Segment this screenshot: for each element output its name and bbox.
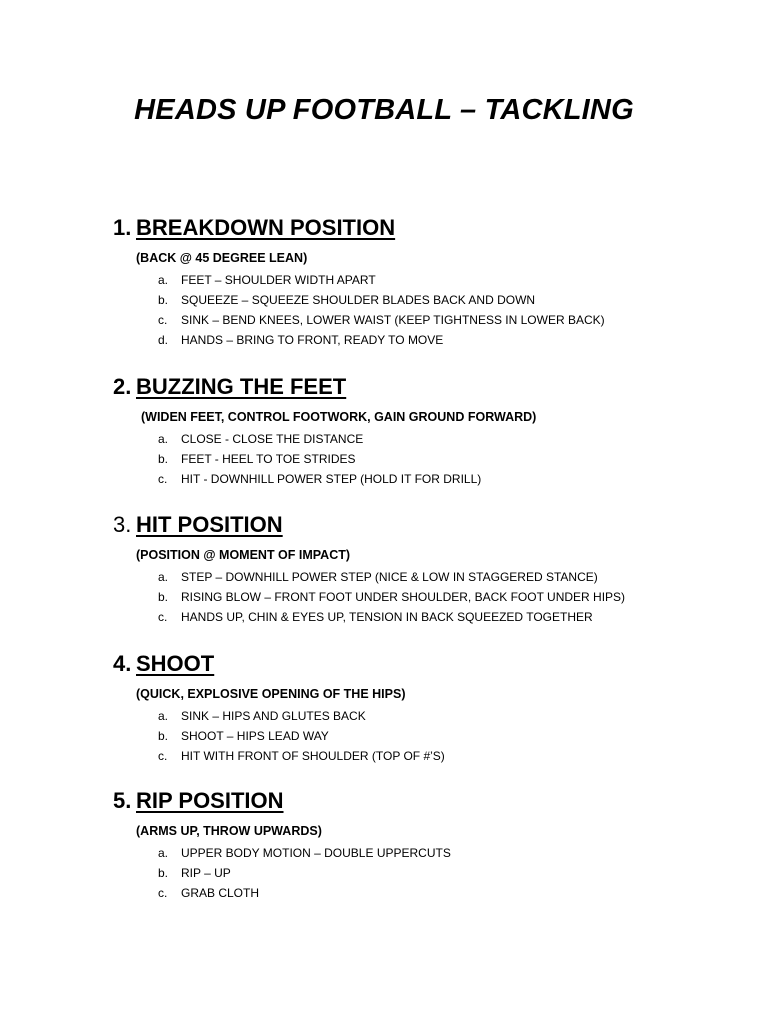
item-text: SHOOT – HIPS LEAD WAY <box>181 729 329 743</box>
item-letter: b. <box>158 293 169 307</box>
item-letter: c. <box>158 472 168 486</box>
item-text: RISING BLOW – FRONT FOOT UNDER SHOULDER, BACK FOOT UNDER HIPS) <box>181 590 626 604</box>
section-heading <box>113 213 713 243</box>
item-list <box>113 843 713 903</box>
list-item <box>113 310 713 330</box>
list-item <box>113 706 713 726</box>
section-number: 4. <box>113 651 132 676</box>
section-title: BUZZING THE FEET <box>136 374 347 399</box>
list-item <box>113 843 713 863</box>
item-letter: b. <box>158 729 169 743</box>
item-text: STEP – DOWNHILL POWER STEP (NICE & LOW IN STAGGERED STANCE) <box>181 570 598 584</box>
section-number: 5. <box>113 788 132 813</box>
list-item <box>113 449 713 469</box>
item-text: FEET – SHOULDER WIDTH APART <box>181 273 376 287</box>
section-title: RIP POSITION <box>136 788 284 813</box>
item-text: SINK – BEND KNEES, LOWER WAIST (KEEP TIGHTNESS IN LOWER BACK) <box>181 313 605 327</box>
item-letter: c. <box>158 749 168 763</box>
list-item <box>113 746 713 766</box>
section-number: 1. <box>113 215 132 240</box>
list-item <box>113 567 713 587</box>
section-note: (POSITION @ MOMENT OF IMPACT) <box>136 548 351 562</box>
section-number: 3. <box>113 512 132 537</box>
section-note: (BACK @ 45 DEGREE LEAN) <box>136 251 308 265</box>
section-shoot <box>113 649 713 766</box>
section-heading <box>113 649 713 679</box>
list-item <box>113 883 713 903</box>
section-note: (ARMS UP, THROW UPWARDS) <box>136 824 322 838</box>
item-text: RIP – UP <box>181 866 231 880</box>
item-letter: d. <box>158 333 169 347</box>
item-text: SINK – HIPS AND GLUTES BACK <box>181 709 366 723</box>
section-title: SHOOT <box>136 651 215 676</box>
section-hit-position <box>113 510 713 627</box>
item-letter: a. <box>158 846 169 860</box>
section-heading <box>113 510 713 540</box>
list-item <box>113 469 713 489</box>
item-text: UPPER BODY MOTION – DOUBLE UPPERCUTS <box>181 846 451 860</box>
item-letter: c. <box>158 313 168 327</box>
item-letter: a. <box>158 273 169 287</box>
list-item <box>113 290 713 310</box>
item-list <box>113 567 713 627</box>
section-number: 2. <box>113 374 132 399</box>
item-text: FEET - HEEL TO TOE STRIDES <box>181 452 356 466</box>
item-text: HANDS – BRING TO FRONT, READY TO MOVE <box>181 333 444 347</box>
item-text: GRAB CLOTH <box>181 886 260 900</box>
section-title: HIT POSITION <box>136 512 283 537</box>
item-letter: b. <box>158 452 169 466</box>
item-letter: a. <box>158 709 169 723</box>
item-text: SQUEEZE – SQUEEZE SHOULDER BLADES BACK AND DOWN <box>181 293 536 307</box>
item-letter: a. <box>158 432 169 446</box>
item-letter: c. <box>158 886 168 900</box>
list-item <box>113 330 713 350</box>
section-buzzing-the-feet <box>113 372 713 489</box>
list-item <box>113 429 713 449</box>
item-text: HANDS UP, CHIN & EYES UP, TENSION IN BACK SQUEEZED TOGETHER <box>181 610 593 624</box>
item-text: HIT WITH FRONT OF SHOULDER (TOP OF #’S) <box>181 749 445 763</box>
list-item <box>113 587 713 607</box>
item-letter: b. <box>158 590 169 604</box>
item-letter: c. <box>158 610 168 624</box>
section-title: BREAKDOWN POSITION <box>136 215 396 240</box>
item-list <box>113 706 713 766</box>
list-item <box>113 607 713 627</box>
list-item <box>113 726 713 746</box>
item-text: HIT - DOWNHILL POWER STEP (HOLD IT FOR DRILL) <box>181 472 482 486</box>
item-letter: b. <box>158 866 169 880</box>
section-note: (WIDEN FEET, CONTROL FOOTWORK, GAIN GROUND FORWARD) <box>141 410 537 424</box>
item-list <box>113 270 713 350</box>
list-item <box>113 863 713 883</box>
section-breakdown-position <box>113 213 713 350</box>
item-text: CLOSE - CLOSE THE DISTANCE <box>181 432 364 446</box>
section-heading <box>113 786 713 816</box>
page-title: HEADS UP FOOTBALL – TACKLING <box>134 94 634 126</box>
list-item <box>113 270 713 290</box>
item-letter: a. <box>158 570 169 584</box>
section-note: (QUICK, EXPLOSIVE OPENING OF THE HIPS) <box>136 687 406 701</box>
section-rip-position <box>113 786 713 903</box>
item-list <box>113 429 713 489</box>
section-heading <box>113 372 713 402</box>
